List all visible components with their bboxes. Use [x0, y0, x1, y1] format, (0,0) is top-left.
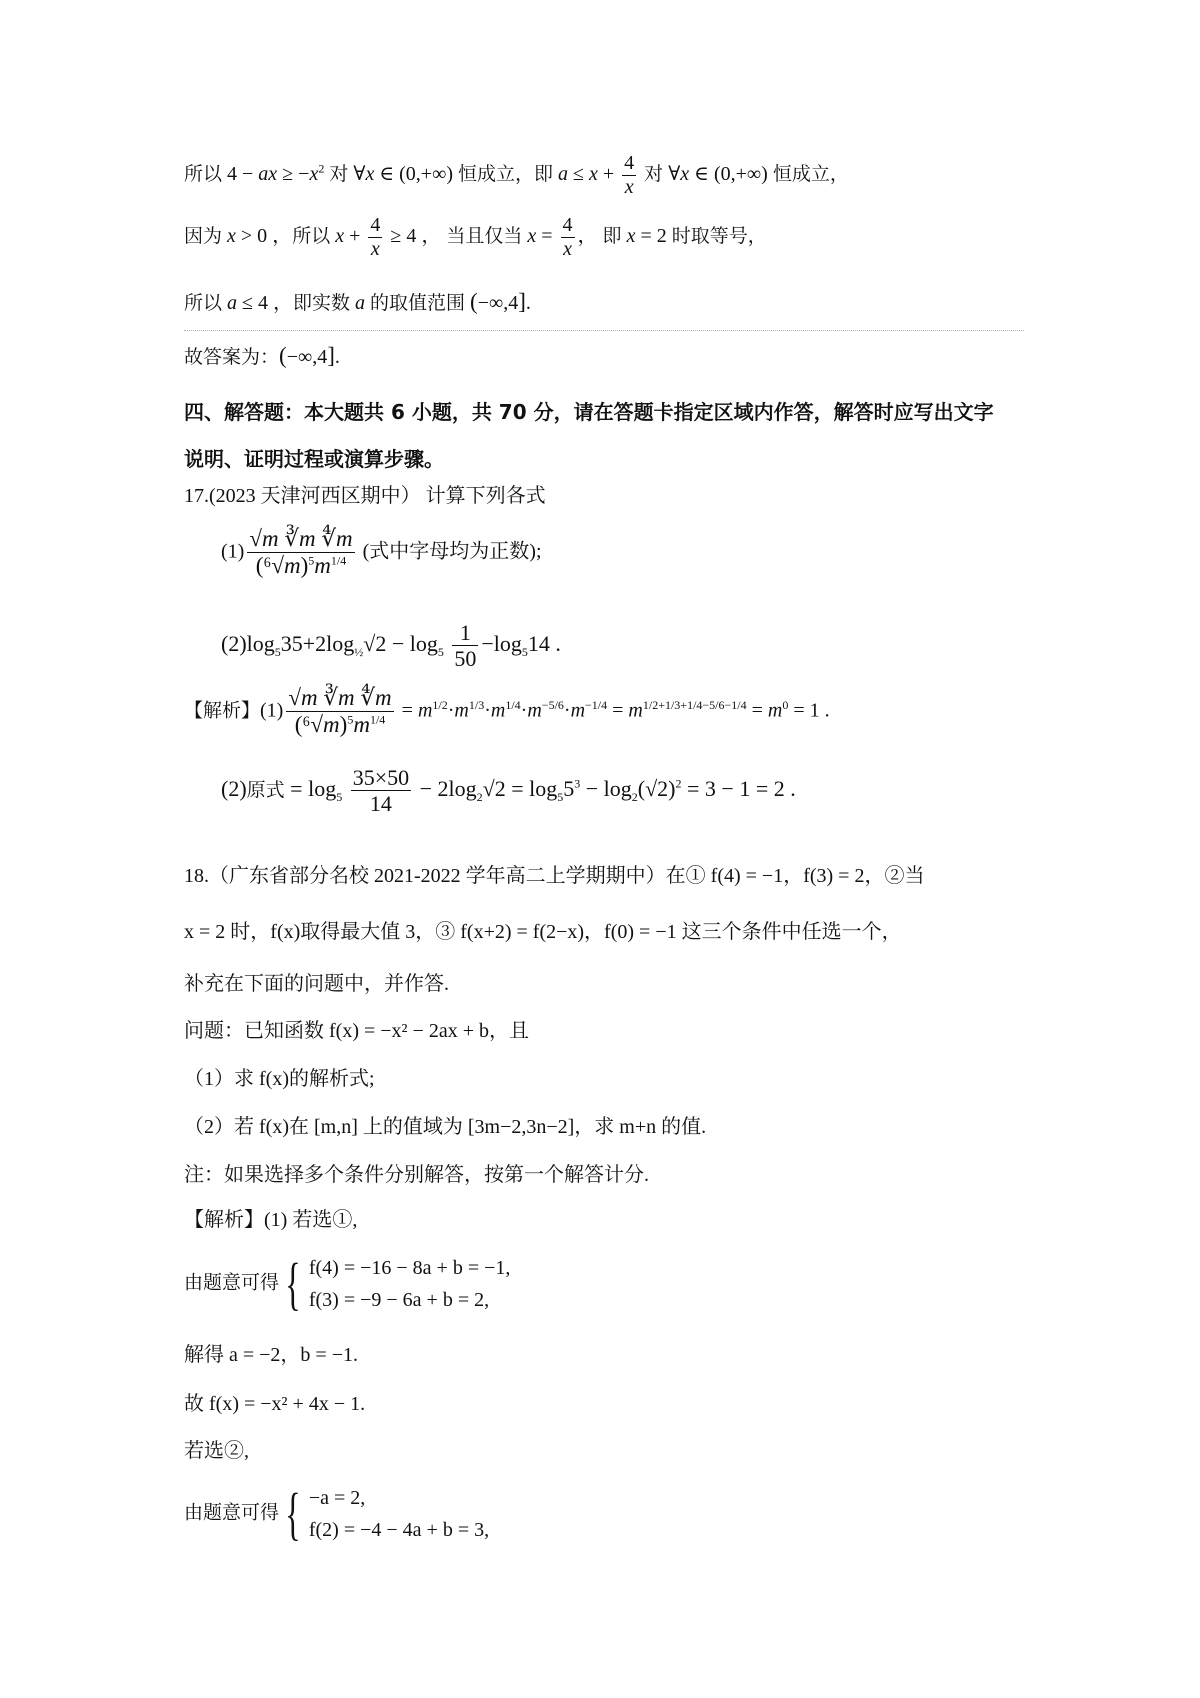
solution-18-option-2: 若选②, — [184, 1440, 249, 1462]
solution-17-part-1: 【解析】(1) $\frac{√m ∛m ∜m}{(^6√m)^5m^{1/4}}$ = $m^{1/2}\cdot m^{1/3}\cdot m^{1/4}\cdot m^{-5/6}\cdot m^{-1/4} = m^{1/2+1/3+1/4-5/6-1/4} = m^0 = 1$ . — [184, 685, 830, 738]
question-18-line-3: 补充在下面的问题中，并作答. — [184, 973, 449, 995]
line-1: 所以 4 − ax ≥ $-x^2$ 对 ∀x ∈ (0,+∞) 恒成立，即 a ≤ x + $\frac{4}{x}$ 对 ∀x ∈ (0,+∞) 恒成立， — [184, 152, 849, 198]
solution-18-function: 故 f(x) = −x² + 4x − 1. — [184, 1393, 366, 1415]
question-18-line-4: 问题：已知函数 f(x) = −x² − 2ax + b，且 — [184, 1020, 529, 1042]
divider — [184, 330, 1024, 331]
question-18-line-2: x = 2 时，f(x)取得最大值 3，③ f(x+2) = f(2−x)，f(0) = −1 这三个条件中任选一个， — [184, 921, 902, 943]
line-3: 所以 a ≤ 4 ，即实数 a 的取值范围 (−∞,4]. — [184, 289, 531, 314]
question-18-line-1: 18.（广东省部分名校 2021-2022 学年高二上学期期中）在① f(4) = −1，f(3) = 2，②当 — [184, 865, 925, 887]
question-18-note: 注：如果选择多个条件分别解答，按第一个解答计分. — [184, 1164, 649, 1186]
question-17-part-2: $(2)\log_535+2\log_{\frac{1}{2}}√2 - \log_5$ $\frac{1}{50}$ $-\log_514$ . — [221, 620, 561, 672]
solution-18-intro: 【解析】(1) 若选①, — [184, 1209, 358, 1231]
question-17-title: 17.(2023 天津河西区期中） 计算下列各式 — [184, 485, 546, 507]
line-2: 因为 x > 0 ，所以 x + $\frac{4}{x}$ ≥ 4 ， 当且仅当 x = $\frac{4}{x}$ ， 即 x = 2 时取等号， — [184, 214, 767, 260]
question-18-part-1: （1）求 f(x)的解析式; — [184, 1068, 375, 1090]
question-18-part-2: （2）若 f(x)在 [m,n] 上的值域为 [3m−2,3n−2]，求 m+n 的值. — [184, 1116, 707, 1138]
question-17-part-1: (1) $\frac{√m ∛m ∜m}{(^6√m)^5m^{1/4}}$ (式中字母均为正数); — [221, 526, 542, 579]
section-heading-1: 四、解答题：本大题共 6 小题，共 70 分，请在答题卡指定区域内作答，解答时应写出文字 — [184, 400, 994, 424]
answer-line: 故答案为：(−∞,4]. — [184, 343, 340, 368]
solution-18-system-2: 由题意可得 { −a = 2, f(2) = −4 − 4a + b = 3, — [184, 1481, 490, 1546]
solution-18-system-1: 由题意可得 { f(4) = −16 − 8a + b = −1, f(3) = −9 − 6a + b = 2, — [184, 1251, 511, 1316]
solution-18-result: 解得 a = −2，b = −1. — [184, 1344, 358, 1366]
solution-17-part-2: (2)原式 = $\log_5$ $\frac{35\times 50}{14}$ − $2\log_2√2 = \log_55^3 - \log_2(√2)^2 = 3 - 1 = 2$ . — [221, 765, 796, 817]
section-heading-2: 说明、证明过程或演算步骤。 — [184, 447, 444, 471]
